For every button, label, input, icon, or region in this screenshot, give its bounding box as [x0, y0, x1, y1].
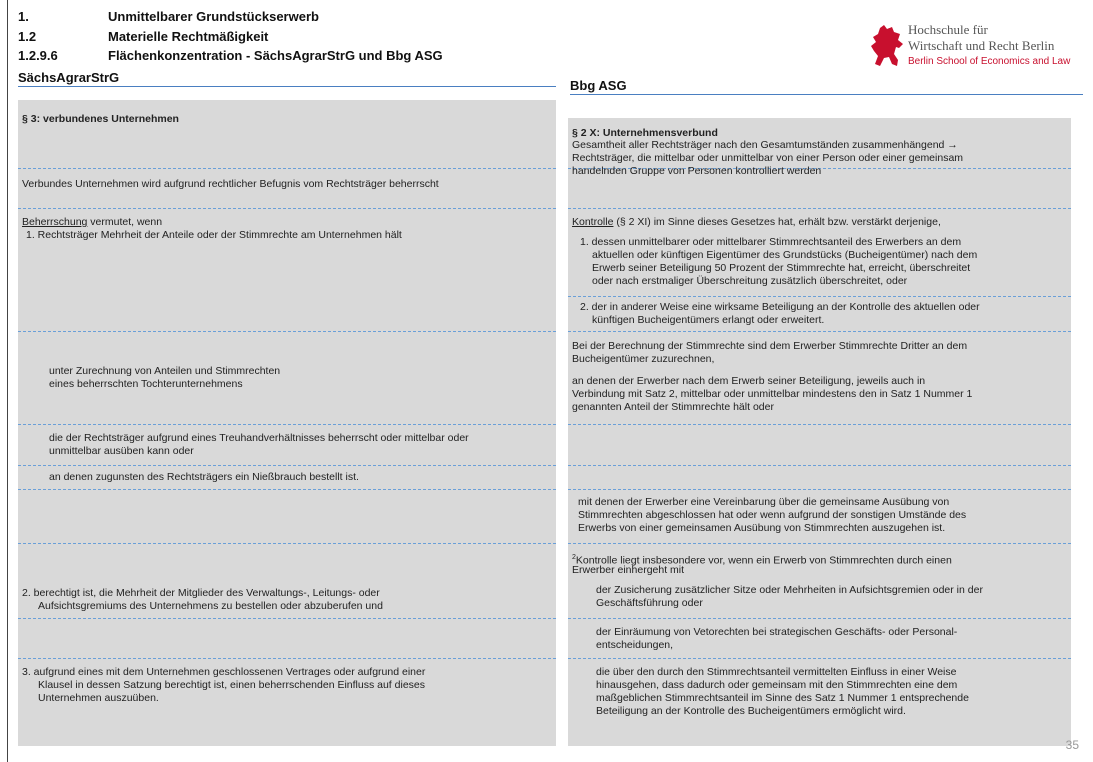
- row-separator: [18, 465, 556, 466]
- right-row-4-line-5: genannten Anteil der Stimmrechte hält oder: [572, 401, 774, 413]
- left-row-6-text: an denen zugunsten des Rechtsträgers ein Nießbrauch bestellt ist.: [49, 471, 359, 483]
- right-row-8-line-2: Erwerber einhergeht mit: [572, 564, 685, 576]
- right-row-1-heading: § 2 X: Unternehmensverbund: [572, 127, 718, 139]
- row-separator: [568, 658, 1071, 659]
- row-separator: [18, 618, 556, 619]
- right-row-1-line-1: Gesamtheit aller Rechtsträger nach den Gesamtumständen zusammenhängend →: [572, 139, 958, 151]
- left-row-5-text: die der Rechtsträger aufgrund eines Treuhandverhältnisses beherrscht oder mittelbar oder unmittelbar ausüben kann oder: [49, 432, 469, 457]
- left-row-4-line-2: eines beherrschten Tochterunternehmens: [49, 378, 243, 390]
- row-separator: [18, 489, 556, 490]
- row-separator: [568, 465, 1071, 466]
- right-row-8-superscript: 2: [572, 554, 576, 561]
- right-row-7-line-2: Stimmrechten abgeschlossen hat oder wenn aufgrund der sonstigen Umstände des: [578, 509, 967, 521]
- berlin-bear-icon: [870, 24, 904, 68]
- page-number: 35: [1065, 738, 1079, 752]
- left-heading-underline: [18, 86, 556, 87]
- university-logo: [870, 22, 1080, 72]
- row-separator: [18, 543, 556, 544]
- right-row-1-line-3: handelnden Gruppe von Personen kontrolliert werden: [572, 165, 822, 177]
- right-term-kontrolle: Kontrolle: [572, 216, 614, 228]
- left-row-1-heading: § 3: verbundenes Unternehmen: [22, 113, 179, 125]
- left-row-10-line-2: Klausel in dessen Satzung berechtigt ist, einen beherrschenden Einfluss auf dieses: [38, 679, 425, 691]
- right-heading-underline: [570, 94, 1083, 95]
- right-row-4-line-1: Bei der Berechnung der Stimmrechte sind dem Erwerber Stimmrechte Dritter an dem: [572, 340, 968, 352]
- right-row-7-line-3: Erwerbs von einer gemeinsamen Ausübung von Stimmrechten auszugehen ist.: [578, 522, 946, 534]
- row-separator: [568, 489, 1071, 490]
- row-separator: [568, 331, 1071, 332]
- left-row-3-intro: [22, 216, 162, 229]
- right-column-heading: Bbg ASG: [570, 78, 627, 93]
- row-separator: [568, 208, 1071, 209]
- right-row-10-line-2: hinausgehen, dass dadurch oder gemeinsam mit den Stimmrechten eine dem: [596, 679, 958, 691]
- right-row-9-line-1: der Einräumung von Vetorechten bei strategischen Geschäfts- oder Personal-: [596, 626, 958, 638]
- right-row-3-intro: [572, 216, 941, 229]
- section-title-3: Flächenkonzentration - SächsAgrarStrG und Bbg ASG: [108, 48, 443, 63]
- right-row-10-line-1: die über den durch den Stimmrechtsanteil vermittelten Einfluss in einer Weise: [596, 666, 957, 678]
- row-separator: [568, 543, 1071, 544]
- row-separator: [568, 424, 1071, 425]
- left-panel: [18, 100, 556, 746]
- left-term-beherrschung: Beherrschung: [22, 216, 88, 228]
- section-title-2: Materielle Rechtmäßigkeit: [108, 29, 269, 44]
- left-row-10-line-3: Unternehmen auszuüben.: [38, 692, 159, 704]
- section-number-3: 1.2.9.6: [18, 48, 58, 63]
- right-row-10-line-4: Beteiligung an der Kontrolle des Bucheigentümers ermöglicht wird.: [596, 705, 906, 717]
- logo-line-3: Berlin School of Economics and Law: [908, 56, 1071, 67]
- row-separator: [18, 208, 556, 209]
- row-separator: [18, 168, 556, 169]
- left-column-heading: SächsAgrarStrG: [18, 70, 120, 85]
- section-number-1: 1.: [18, 9, 29, 24]
- left-row-8-line-1: 2. berechtigt ist, die Mehrheit der Mitglieder des Verwaltungs-, Leitungs- oder: [22, 587, 380, 599]
- section-number-2: 1.2: [18, 29, 37, 44]
- right-row-3-item-2-line-1: 2. der in anderer Weise eine wirksame Beteiligung an der Kontrolle des aktuellen oder: [580, 301, 980, 313]
- row-separator: [18, 424, 556, 425]
- left-row-3-intro-rest: vermutet, wenn: [87, 216, 163, 228]
- right-row-7-line-1: mit denen der Erwerber eine Vereinbarung über die gemeinsame Ausübung von: [578, 496, 950, 508]
- logo-line-2: Wirtschaft und Recht Berlin: [908, 38, 1055, 53]
- right-row-4-line-3: an denen der Erwerber nach dem Erwerb seiner Beteiligung, jeweils auch in: [572, 375, 926, 387]
- section-title-1: Unmittelbarer Grundstückserwerb: [108, 9, 319, 24]
- right-row-4-line-4: Verbindung mit Satz 2, mittelbar oder unmittelbar mindestens den in Satz 1 Nummer 1: [572, 388, 973, 400]
- right-row-8-line-3: der Zusicherung zusätzlicher Sitze oder Mehrheiten in Aufsichtsgremien oder in der: [596, 584, 983, 596]
- right-row-3-item-1-line-3: Erwerb seiner Beteiligung 50 Prozent der Stimmrechte hat, erreicht, überschreitet: [592, 262, 971, 274]
- right-row-1-line-2: Rechtsträger, die mittelbar oder unmittelbar von einer Person oder einer gemeinsam: [572, 152, 964, 164]
- left-row-3-item-1: 1. Rechtsträger Mehrheit der Anteile oder der Stimmrechte am Unternehmen hält: [26, 229, 402, 241]
- left-row-8-line-2: Aufsichtsgremiums des Unternehmens zu bestellen oder abzuberufen und: [38, 600, 383, 612]
- right-row-3-item-1-line-2: aktuellen oder künftigen Eigentümer des Grundstücks (Bucheigentümer) nach dem: [592, 249, 978, 261]
- right-row-3-item-2-line-2: künftigen Bucheigentümers erlangt oder erweitert.: [592, 314, 825, 326]
- row-separator: [18, 331, 556, 332]
- right-row-3-item-1-line-4: oder nach erstmaliger Überschreitung zusätzlich überschreitet, oder: [592, 275, 908, 287]
- logo-line-1: Hochschule für: [908, 22, 988, 37]
- right-row-10-line-3: maßgeblichen Stimmrechtsanteil im Sinne des Satz 1 Nummer 1 entsprechende: [596, 692, 969, 704]
- left-row-2-text: Verbundes Unternehmen wird aufgrund rechtlicher Befugnis vom Rechtsträger beherrscht: [22, 178, 439, 190]
- right-row-3-intro-rest: (§ 2 XI) im Sinne dieses Gesetzes hat, erhält bzw. verstärkt derjenige,: [613, 216, 941, 228]
- right-row-4-line-2: Bucheigentümer zuzurechnen,: [572, 353, 715, 365]
- row-separator: [568, 618, 1071, 619]
- right-row-8-line-4: Geschäftsführung oder: [596, 597, 703, 609]
- left-row-10-line-1: 3. aufgrund eines mit dem Unternehmen geschlossenen Vertrages oder aufgrund einer: [22, 666, 426, 678]
- right-row-3-item-1-line-1: 1. dessen unmittelbarer oder mittelbarer Stimmrechtsanteil des Erwerbers an dem: [580, 236, 962, 248]
- row-separator: [18, 658, 556, 659]
- row-separator: [568, 296, 1071, 297]
- right-row-8-line-1-text: Kontrolle liegt insbesondere vor, wenn ein Erwerb von Stimmrechten durch einen: [575, 554, 952, 567]
- right-row-9-line-2: entscheidungen,: [596, 639, 674, 651]
- left-row-4-line-1: unter Zurechnung von Anteilen und Stimmrechten: [49, 365, 281, 377]
